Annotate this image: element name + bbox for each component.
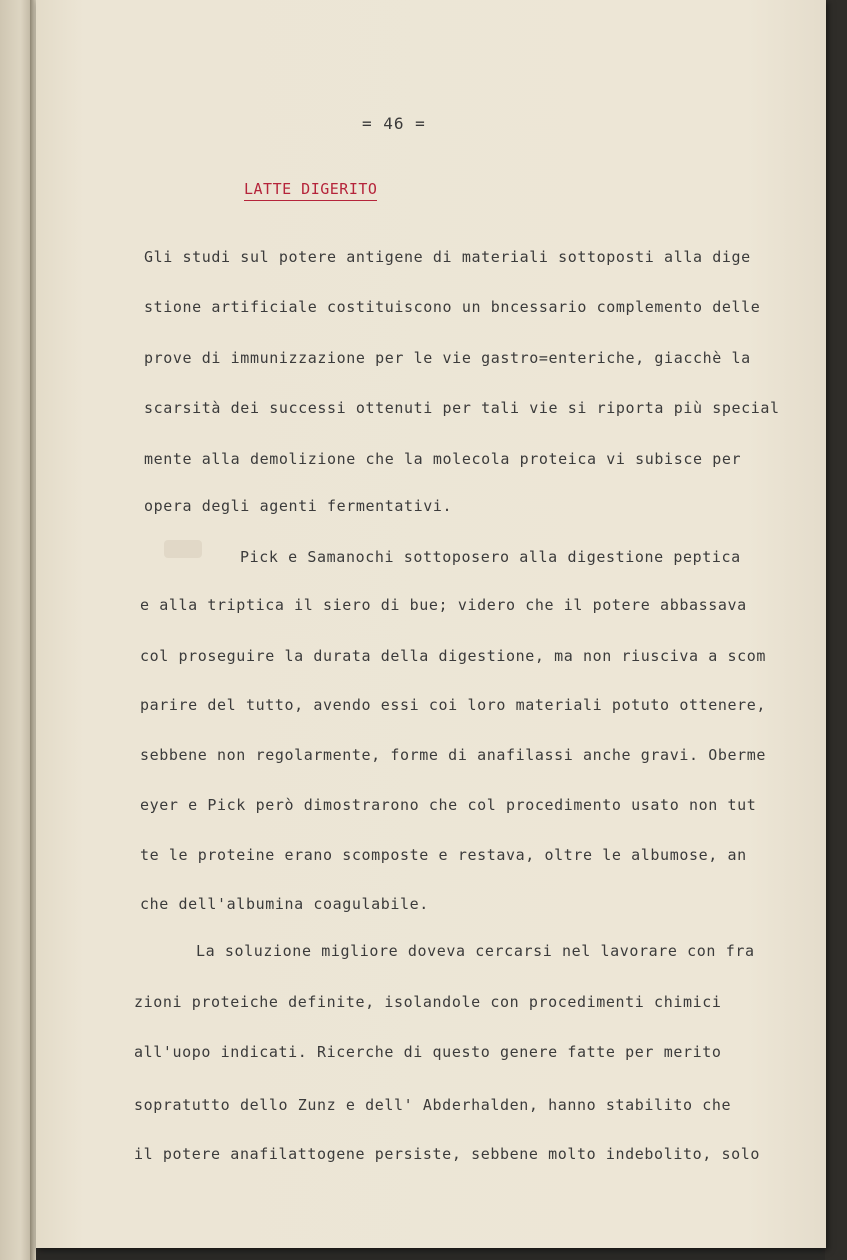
text-line: eyer e Pick però dimostrarono che col procedimento usato non tut xyxy=(140,796,757,814)
facing-page-edge xyxy=(0,0,34,1260)
text-line: zioni proteiche definite, isolandole con procedimenti chimici xyxy=(134,993,722,1011)
paper-smudge xyxy=(164,540,202,558)
text-line: all'uopo indicati. Ricerche di questo genere fatte per merito xyxy=(134,1043,722,1061)
text-line: sopratutto dello Zunz e dell' Abderhalden, hanno stabilito che xyxy=(134,1096,732,1114)
section-heading: LATTE DIGERITO xyxy=(244,180,377,201)
text-line: Pick e Samanochi sottoposero alla digestione peptica xyxy=(240,548,741,566)
document-page xyxy=(36,0,826,1248)
text-line: col proseguire la durata della digestione, ma non riusciva a scom xyxy=(140,647,766,665)
text-line: sebbene non regolarmente, forme di anafilassi anche gravi. Oberme xyxy=(140,746,766,764)
text-line: che dell'albumina coagulabile. xyxy=(140,895,429,913)
text-line: e alla triptica il siero di bue; videro che il potere abbassava xyxy=(140,596,747,614)
page-number: = 46 = xyxy=(362,114,426,133)
text-line: stione artificiale costituiscono un bncessario complemento delle xyxy=(144,298,761,316)
text-line: scarsità dei successi ottenuti per tali vie si riporta più special xyxy=(144,399,780,417)
text-line: prove di immunizzazione per le vie gastro=enteriche, giacchè la xyxy=(144,349,751,367)
text-line: parire del tutto, avendo essi coi loro materiali potuto ottenere, xyxy=(140,696,766,714)
text-line: mente alla demolizione che la molecola proteica vi subisce per xyxy=(144,450,742,468)
text-line: La soluzione migliore doveva cercarsi nel lavorare con fra xyxy=(196,942,755,960)
text-line: Gli studi sul potere antigene di materiali sottoposti alla dige xyxy=(144,248,751,266)
text-line: il potere anafilattogene persiste, sebbene molto indebolito, solo xyxy=(134,1145,760,1163)
text-line: opera degli agenti fermentativi. xyxy=(144,497,453,515)
background-edge xyxy=(825,0,847,1260)
text-line: te le proteine erano scomposte e restava, oltre le albumose, an xyxy=(140,846,747,864)
